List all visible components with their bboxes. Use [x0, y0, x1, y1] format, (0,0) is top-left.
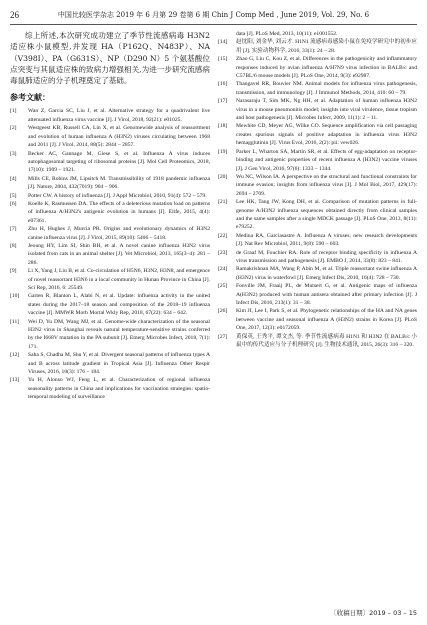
reference-text: Kim JI, Lee I, Park S, et al. Phylogenetic relationships of the HA and NA genes between vaccine and seasonal influenza A (H3N2) strains in Korea [J]. PLoS One, 2017, 12(3): e0172059. — [236, 308, 417, 332]
reference-number: [17] — [218, 98, 228, 105]
reference-number: [3] — [10, 150, 17, 157]
reference-item — [10, 318, 210, 352]
page-number: 26 — [10, 10, 19, 20]
reference-number: [19] — [218, 148, 228, 155]
reference-item — [218, 198, 417, 232]
reference-text: Zhao G, Liu C, Kou Z, et al. Differences in the pathogenicity and inflammatory responses induced by avian influenza A/H7N9 virus infection in BALB/c and C57BL/6 mouse models [J]. PLoS One, 2014, 9(3): e92987. — [236, 56, 417, 80]
reference-text: data [J]. PLoS Med, 2013, 10(11): e1001552. — [236, 31, 338, 37]
reference-item — [10, 124, 210, 149]
reference-item — [10, 150, 210, 175]
reference-item — [218, 80, 417, 97]
reference-text: Jeoung HY, Lim SI, Shin BH, et al. A novel canine influenza H3N2 virus isolated from cats in an animal shelter [J]. Vet Microbiol, 2013, 165(3–4): 281 – 286. — [28, 242, 210, 266]
reference-text: Garten R, Blanton L, Alabi N, et al. Update: influenza activity in the united states during the 2017–18 season and composition of the 2018–19 influenza vaccine [J]. MMWR Morb Mortal Wkly Rep, 2018, 67(22): 634 – 642. — [28, 293, 210, 317]
reference-text: Fonville JM, Fraaij PL, de Mutsert G, et al. Antigenic maps of influenza A(H3N2) produced with human antisera obtained after primary infection [J]. J Infect Dis, 2016, 213(1): 31 – 38. — [236, 283, 417, 306]
reference-text: Westgeest KB, Russell CA, Lin X, et al. Genomewide analysis of reassortment and evolution of human influenza A (H3N2) viruses circulating between 1968 and 2011 [J]. J Virol, 2014, 88(5): 2844 – 2857. — [28, 125, 210, 149]
reference-item — [218, 122, 417, 147]
reference-number: [9] — [10, 268, 17, 275]
reference-item — [218, 55, 417, 80]
reference-item — [10, 351, 210, 376]
reference-number: [20] — [218, 173, 228, 180]
reference-text: Yu H, Alonso WJ, Feng L, et al. Characterization of regional influenza seasonality patterns in China and implications for vaccination strategies: spatio-temporal modeling of surveillance — [28, 377, 210, 401]
received-date: 〔收稿日期〕2019 – 03 – 15 — [330, 609, 417, 617]
reference-text: de Graaf M, Fouchier RA. Role of receptor binding specificity in influenza A virus transmission and pathogenesis [J]. EMBO J, 2014, 33(8): 823 – 841. — [236, 249, 417, 264]
reference-number: [8] — [10, 242, 17, 249]
reference-text: Potter CW. A history of influenza [J]. J Appl Microbiol, 2010, 91(4): 572 – 579. — [28, 192, 207, 199]
reference-item — [218, 38, 417, 55]
reference-text: Li X, Yang J, Liu B, et al. Co-circulation of H5N6, H3N2, H3N8, and emergence of novel reassortant H3N6 in a local community in Hunan Province in China [J]. Sci Rep, 2016, 6: 25549. — [28, 268, 210, 292]
reference-number: [16] — [218, 81, 228, 88]
reference-text: Lee HK, Tang JW, Kong DH, et al. Comparison of mutation patterns in full-genome A/H3N2 influenza sequences obtained directly from clinical samples and the same samples after a single MDCK passage [J]. PLoS One, 2013, 8(11): e79252. — [236, 199, 417, 231]
reference-item — [10, 175, 210, 192]
reference-text: 赵忱阳, 刘金华, 刘云才. H1N1 流感病毒感染小鼠在免疫学研究中的初步应用 [J]. 实验动物科学, 2016, 33(1): 24 – 28. — [236, 39, 417, 54]
reference-number: [1] — [10, 108, 17, 115]
reference-item — [218, 265, 417, 282]
right-column — [218, 30, 417, 349]
reference-item — [10, 192, 210, 200]
reference-item — [218, 307, 417, 332]
reference-text: Parker L, Wharton SA, Martin SR, et al. Effects of egg-adaptation on receptor-binding and antigenic properties of recent influenza A (H3N2) vaccine viruses [J]. J Gen Virol, 2016, 97(6): 1333 – 1344. — [236, 148, 417, 172]
reference-item — [10, 292, 210, 317]
reference-number: [23] — [218, 249, 228, 256]
reference-text: Zhu H, Hughes J, Murcia PR. Origins and evolutionary dynamics of H3N2 canine influenza virus [J]. J Virol, 2015, 89(10): 5406 – 5418. — [28, 226, 210, 241]
reference-text: 黄保英, 王秀平, 谭文杰, 等. 季节性流感病毒 H1N1 和 H3N2 在 BALB/c 小鼠中的传代适应与分子机理研究 [J]. 生物技术通讯, 2015, 26(3): 316 – 320. — [236, 333, 417, 349]
header-rule — [10, 24, 417, 25]
reference-number: [10] — [10, 293, 20, 300]
reference-number: [7] — [10, 226, 17, 233]
reference-text: Mills CE, Robins JM, Lipsitch M. Transmissibility of 1918 pandemic influenza [J]. Nature, 2004, 432(7019): 904 – 906. — [28, 175, 210, 191]
left-column — [10, 30, 210, 402]
conclusion-paragraph: 综上所述,本次研究成功建立了季节性流感病毒 H3N2 适应株小鼠模型,并发现 HA（P162Q、N483P）、NA（V398I）、PA（G631S）、NP（D290 N）5 个氨基酸位点突变与其鼠适应株的致病力增强相关,为进一步研究流感病毒鼠肺适应的分子机理奠定了基础。 — [10, 31, 210, 86]
reference-list-right — [218, 30, 417, 349]
reference-item — [218, 333, 417, 350]
reference-number: [27] — [218, 333, 228, 340]
reference-number: [5] — [10, 192, 17, 199]
reference-number: [22] — [218, 232, 228, 239]
journal-header: 中国比较医学杂志 2019 年 6 月第 29 卷第 6 期 Chin J Comp Med , June 2019, Vol. 29, No. 6 — [57, 11, 370, 19]
reference-number: [25] — [218, 283, 228, 290]
reference-number: [14] — [218, 39, 228, 46]
reference-item — [10, 225, 210, 242]
reference-item — [218, 148, 417, 173]
reference-text: Becker AC, Gannage M, Giese S, et al. Influenza A virus induces autophagosomal targeting of ribosomal proteins [J]. Mol Cell Proteomics, 2018, 17(10): 1909 – 1921. — [28, 150, 210, 174]
reference-number: [18] — [218, 123, 228, 130]
reference-item — [218, 282, 417, 307]
reference-text: Wan Z, Garcia SC, Liu J, et al. Alternative strategy for a quadrivalent live attenuated influenza virus vaccine [J]. J Virol, 2018, 92(21): e01025. — [28, 108, 210, 123]
reference-text: Ramakrishnan MA, Wang P, Abin M, et al. Triple reassortant swine influenza A (H3N2) virus in waterfowl [J]. Emerg Infect Dis, 2010, 16(4): 728 – 730. — [236, 266, 417, 281]
reference-item — [10, 242, 210, 267]
reference-item — [218, 232, 417, 249]
reference-number: [11] — [10, 318, 20, 325]
references-heading: 参考文献： — [10, 93, 50, 103]
reference-item — [10, 376, 210, 401]
reference-list-left — [10, 107, 210, 401]
reference-text: Mewhite CD, Meyer AG, Wilke CO. Sequence amplification via cell passaging creates spurious signals of positive adaptation in influenza virus H3N2 hemagglutinin [J]. Virus Evol, 2016, 2(2): pii: vew026. — [236, 123, 417, 147]
reference-text: Wei D, Yu DM, Wang MJ, et al. Genome-wide characterization of the seasonal H3N2 virus in Shanghai reveals natural temperature-sensitive strains conferred by the I668V mutation in the PA subunit [J]. Emerg Microbes Infect, 2018, 7(1): 171. — [28, 318, 210, 350]
page-header — [10, 8, 417, 22]
reference-text: Koelle K, Rasmussen DA. The effects of a deleterious mutation load on patterns of influenza A/H3N2's antigenic evolution in humans [J]. Elife, 2015, 4(4): e07361. — [28, 200, 210, 224]
reference-text: Wu NC, Wilson IA. A perspective on the structural and functional constraints for immune evasion; insights from influenza virus [J]. J Mol Biol, 2017, 429(17): 2694 – 2709. — [236, 173, 417, 197]
reference-number: [12] — [10, 352, 20, 359]
reference-number: [26] — [218, 308, 228, 315]
reference-item — [218, 97, 417, 122]
reference-number: [4] — [10, 175, 17, 182]
reference-number: [15] — [218, 56, 228, 63]
reference-number: [13] — [10, 377, 20, 384]
reference-number: [21] — [218, 199, 228, 206]
reference-item — [218, 249, 417, 266]
reference-item — [218, 30, 417, 38]
reference-item — [10, 267, 210, 292]
reference-item — [10, 200, 210, 225]
reference-text: Medina RA, Garcíasastre A. Influenza A viruses; new research developments [J]. Nat Rev Microbiol, 2011, 9(8): 590 – 603. — [236, 232, 417, 248]
reference-text: Narasaraju T, Sim MK, Ng HH, et al. Adaptation of human influenza H3N2 virus in a mouse pneumonitis model; insights into viral virulence, tissue tropism and host pathogenesis [J]. Microbes Infect, 2009, 11(1): 2 – 11. — [236, 98, 417, 122]
reference-number: [2] — [10, 125, 17, 132]
reference-item — [10, 107, 210, 124]
reference-item — [218, 173, 417, 198]
reference-text: Thangavel RR, Bouvier NM. Animal models for influenza virus pathogenesis, transmission, and immunology [J]. J Immunol Methods, 2014, 410: 60 – 79. — [236, 81, 417, 96]
reference-number: [24] — [218, 266, 228, 273]
reference-number: [6] — [10, 200, 17, 207]
reference-text: Saha S, Chadha M, Shu Y, et al. Divergent seasonal patterns of influenza types A and B across latitude gradient in Tropical Asia [J]. Influenza Other Respir Viruses, 2016, 10(3): 176 – 184. — [28, 352, 210, 376]
